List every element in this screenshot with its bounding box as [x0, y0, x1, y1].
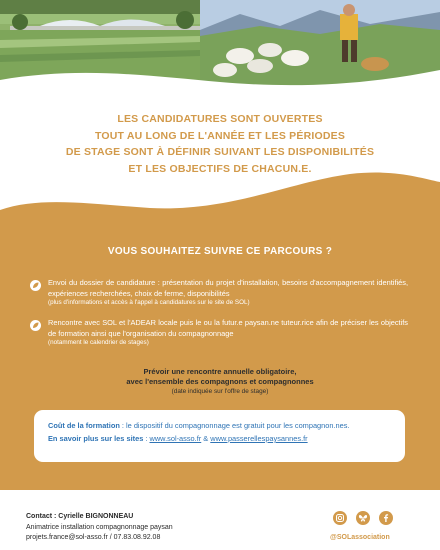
step-application — [30, 278, 408, 308]
social-icons — [333, 511, 403, 525]
contact-details: projets.france@sol-asso.fr / 07.83.08.92.08 — [26, 534, 161, 541]
intro-line: ET LES OBJECTIFS DE CHACUN.E. — [128, 162, 312, 175]
wave-divider — [0, 62, 440, 102]
cost-text: : le dispositif du compagnonnage est gratuit pour les compagnon.nes. — [119, 421, 350, 430]
parcours-title: VOUS SOUHAITEZ SUIVRE CE PARCOURS ? — [107, 246, 333, 257]
passerelles-link[interactable]: www.passerellespaysannes.fr — [210, 434, 308, 443]
contact-role: Animatrice installation compagnonnage paysan — [26, 523, 173, 531]
leaf-icon — [30, 280, 41, 291]
social-handle[interactable]: @SOLassociation — [330, 534, 390, 541]
intro-line: LES CANDIDATURES SONT OUVERTES — [117, 113, 323, 125]
separator: : — [143, 434, 150, 443]
sol-asso-link[interactable]: www.sol-asso.fr — [149, 434, 202, 443]
intro-line: DE STAGE SONT À DÉFINIR SUIVANT LES DISPONIBILITÉS — [65, 146, 375, 158]
step-meeting — [30, 318, 408, 348]
step-text: Rencontre avec SOL et l'ADEAR locale puis le ou la futur.e paysan.ne tuteur.rice afin de préciser les objectifs de formation ainsi que l'organisation du compagnonnage — [48, 318, 408, 338]
meeting-note: (date indiquée sur l'offre de stage) — [171, 388, 269, 395]
step-note: (plus d'informations et accès à l'appel à candidatures sur le site de SOL) — [48, 299, 250, 307]
instagram-icon[interactable] — [333, 511, 347, 525]
and-separator: & — [201, 434, 211, 443]
meeting-line: avec l'ensemble des compagnons et compagnonnes — [126, 377, 314, 386]
info-box — [34, 410, 405, 462]
annual-meeting-notice — [60, 367, 380, 396]
butterfly-icon[interactable] — [356, 511, 370, 525]
links-line — [48, 434, 308, 443]
intro-line: TOUT AU LONG DE L'ANNÉE ET LES PÉRIODES — [94, 129, 346, 142]
meeting-line: Prévoir une rencontre annuelle obligatoire, — [143, 367, 297, 376]
contact-block — [26, 512, 173, 544]
leaf-icon — [30, 320, 41, 331]
contact-name: Contact : Cyrielle BIGNONNEAU — [26, 513, 134, 520]
cost-label: Coût de la formation — [48, 421, 120, 430]
step-text: Envoi du dossier de candidature : présentation du projet d'installation, besoins d'accompagnement identifiés, expériences recherchées, choix de ferme, disponibilités — [48, 278, 408, 298]
facebook-icon[interactable] — [379, 511, 393, 525]
cost-line — [48, 421, 350, 430]
step-note: (notamment le calendrier de stages) — [48, 339, 149, 347]
more-label: En savoir plus sur les sites — [48, 434, 144, 443]
